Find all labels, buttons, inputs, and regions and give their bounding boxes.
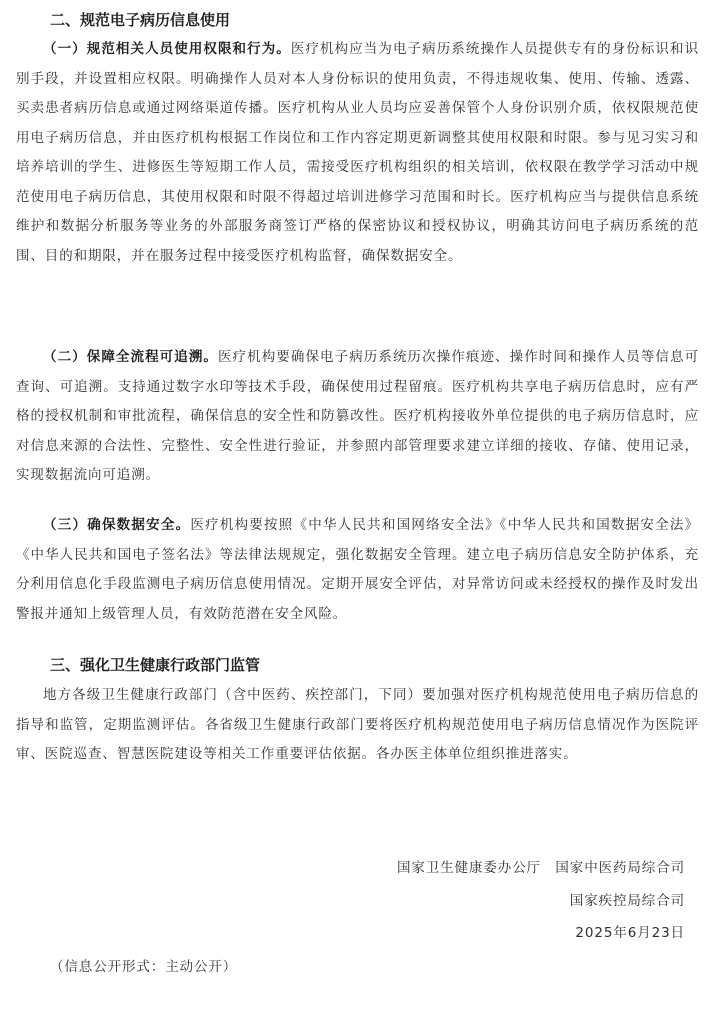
disclosure-note: （信息公开形式：主动公开） xyxy=(50,959,238,975)
paragraph-text: 医疗机构要按照《中华人民共和国网络安全法》《中华人民共和国数据安全法》《中华人民共和国电子签名法》等法律法规规定，强化数据安全管理。建立电子病历信息安全防护体系，充分利用信息化手段监测电子病历信息使用情况。定期开展安全评估，对异常访问或未经授权的操作及时发出警报并通知上级管理人员，有效防范潜在安全风险。 xyxy=(16,517,700,622)
signature-issuers: 国家卫生健康委办公厅 国家中医药局综合司 xyxy=(397,860,685,876)
paragraph-label: （一）规范相关人员使用权限和行为。 xyxy=(43,41,291,57)
section-3-paragraph-1 xyxy=(16,681,699,770)
paragraph-label: （二）保障全流程可追溯。 xyxy=(43,349,218,365)
paragraph-text: 医疗机构要确保电子病历系统历次操作痕迹、操作时间和操作人员等信息可查询、可追溯。支持通过数字水印等技术手段，确保使用过程留痕。医疗机构共享电子病历信息时，应有严格的授权机制和审批流程，确保信息的安全性和防篡改性。医疗机构接收外单位提供的电子病历信息时，应对信息来源的合法性、完整性、安全性进行验证，并参照内部管理要求建立详细的接收、存储、使用记录，实现数据流向可追溯。 xyxy=(16,349,699,483)
paragraph-text: 地方各级卫生健康行政部门（含中医药、疾控部门，下同）要加强对医疗机构规范使用电子病历信息的指导和监管，定期监测评估。各省级卫生健康行政部门要将医疗机构规范使用电子病历信息情况作为医院评审、医院巡查、智慧医院建设等相关工作重要评估依据。各办医主体单位组织推进落实。 xyxy=(16,687,699,762)
section-3-heading: 三、强化卫生健康行政部门监管 xyxy=(50,656,261,674)
section-2-paragraph-2 xyxy=(16,343,699,491)
section-2-heading: 二、规范电子病历信息使用 xyxy=(50,11,231,29)
signature-date: 2025年6月23日 xyxy=(575,925,685,941)
section-2-paragraph-1 xyxy=(16,35,699,271)
paragraph-text: 医疗机构应当为电子病历系统操作人员提供专有的身份标识和识别手段，并设置相应权限。明确操作人员对本人身份标识的使用负责，不得违规收集、使用、传输、透露、买卖患者病历信息或通过网络渠道传播。医疗机构从业人员均应妥善保管个人身份识别介质，依权限规范使用电子病历信息，并由医疗机构根据工作岗位和工作内容定期更新调整其使用权限和时限。参与见习实习和培养培训的学生、进修医生等短期工作人员，需接受医疗机构组织的相关培训，依权限在教学学习活动中规范使用电子病历信息，其使用权限和时限不得超过培训进修学习范围和时长。医疗机构应当与提供信息系统维护和数据分析服务等业务的外部服务商签订严格的保密协议和授权协议，明确其访问电子病历系统的范围、目的和期限，并在服务过程中接受医疗机构监督，确保数据安全。 xyxy=(16,41,699,264)
paragraph-label: （三）确保数据安全。 xyxy=(43,517,191,533)
section-2-paragraph-3 xyxy=(16,511,699,629)
signature-issuer-2: 国家疾控局综合司 xyxy=(569,893,685,909)
